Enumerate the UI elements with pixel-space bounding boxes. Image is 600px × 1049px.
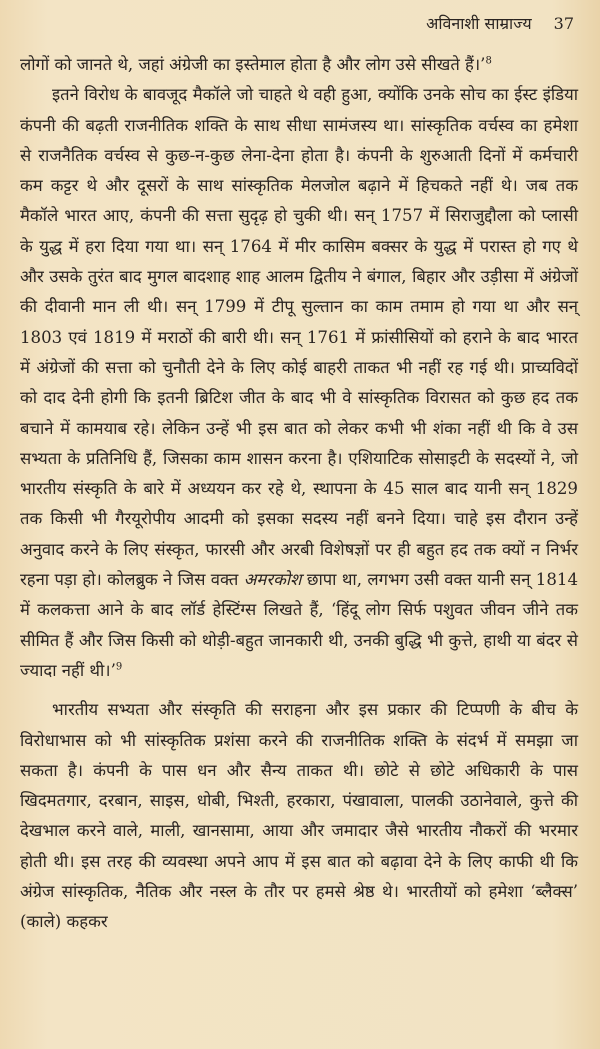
paragraph-text: भारतीय सभ्यता और संस्कृति की सराहना और इस प्रकार की टिप्पणी के बीच के विरोधाभास को भी सांस्कृतिक प्रशंसा करने की राजनीतिक शक्ति के संदर्भ में समझा जा सकता है। कंपनी के पास धन और सैन्य ताकत थी। छोटे से छोटे अधिकारी के पास खिदमतगार, दरबान, साइस, धोबी, भिश्ती, हरकारा, पंखावाला, पालकी उठानेवाले, कुत्ते की देखभाल करने वाले, माली, खानसामा, आया और जमादार जैसे भारतीय नौकरों की भरमार होती थी। इस तरह की व्यवस्था अपने आप में इस बात को बढ़ावा देने के लिए काफी थी कि अंग्रेज सांस्कृतिक, नैतिक और नस्ल के तौर पर हमसे श्रेष्ठ थे। भारतीयों को हमेशा ‘ब्लैक्स’ (काले) कहकर xyxy=(20,700,578,932)
paragraph-continuation xyxy=(20,50,578,80)
body-text xyxy=(20,50,578,938)
paragraph-text: इतने विरोध के बावजूद मैकॉले जो चाहते थे वही हुआ, क्योंकि उनके सोच का ईस्ट इंडिया कंपनी की बढ़ती राजनीतिक शक्ति के साथ सीधा सामंजस्य था। सांस्कृतिक वर्चस्व का हमेशा से राजनैतिक वर्चस्व से कुछ-न-कुछ लेना-देना होता है। कंपनी के शुरुआती दिनों में कर्मचारी कम कट्टर थे और दूसरों के साथ सांस्कृतिक मेलजोल बढ़ाने में हिचकते नहीं थे। जब तक मैकॉले भारत आए, कंपनी की सत्ता सुदृढ़ हो चुकी थी। सन् 1757 में सिराजुद्दौला को प्लासी के युद्ध में हरा दिया गया था। सन् 1764 में मीर कासिम बक्सर के युद्ध में परास्त हो गए थे और उसके तुरंत बाद मुगल बादशाह शाह आलम द्वितीय ने बंगाल, बिहार और उड़ीसा में अंग्रेजों की दीवानी मान ली थी। सन् 1799 में टीपू सुल्तान का काम तमाम हो गया था और सन् 1803 एवं 1819 में मराठों की बारी थी। सन् 1761 में फ्रांसीसियों को हराने के बाद भारत में अंग्रेजों की सत्ता को चुनौती देने के लिए कोई बाहरी ताकत भी नहीं रह गई थी। प्राच्यविदों को दाद देनी होगी कि इतनी ब्रिटिश जीत के बाद भी वे सांस्कृतिक विरासत को कुछ हद तक बचाने में कामयाब रहे। लेकिन उन्हें भी इस बात को लेकर कभी भी शंका नहीं थी कि वे उस सभ्यता के प्रतिनिधि हैं, जिसका काम शासन करना है। एशियाटिक सोसाइटी के सदस्यों ने, जो भारतीय संस्कृति के बारे में अध्ययन कर रहे थे, स्थापना के 45 साल बाद यानी सन् 1829 तक किसी भी गैरयूरोपीय आदमी को इसका सदस्य नहीं बनने दिया। चाहे इस दौरान उन्हें अनुवाद करने के लिए संस्कृत, फारसी और अरबी विशेषज्ञों पर ही बहुत हद तक क्यों न निर्भर रहना पड़ा हो। कोलब्रुक ने जिस वक्त xyxy=(20,85,578,590)
running-title: अविनाशी साम्राज्य xyxy=(426,14,532,33)
footnote-marker: 8 xyxy=(485,55,492,67)
paragraph-text-continued: छापा था, लगभग उसी वक्त यानी सन् 1814 में कलकत्ता आने के बाद लॉर्ड हेस्टिंग्स लिखते हैं, ‘हिंदू लोग सिर्फ पशुवत जीवन जीने तक सीमित हैं और जिस किसी को थोड़ी-बहुत जानकारी थी, उनकी बुद्धि भी कुत्ते, हाथी या बंदर से ज्यादा नहीं थी।’ xyxy=(20,570,578,680)
footnote-marker: 9 xyxy=(115,661,123,673)
paragraph xyxy=(20,695,578,937)
page-number: 37 xyxy=(553,14,574,33)
running-header xyxy=(20,12,578,50)
paragraph xyxy=(20,80,578,686)
paragraph-text: लोगों को जानते थे, जहां अंग्रेजी का इस्तेमाल होता है और लोग उसे सीखते हैं।’ xyxy=(20,55,486,74)
italic-book-title: अमरकोश xyxy=(243,570,302,590)
